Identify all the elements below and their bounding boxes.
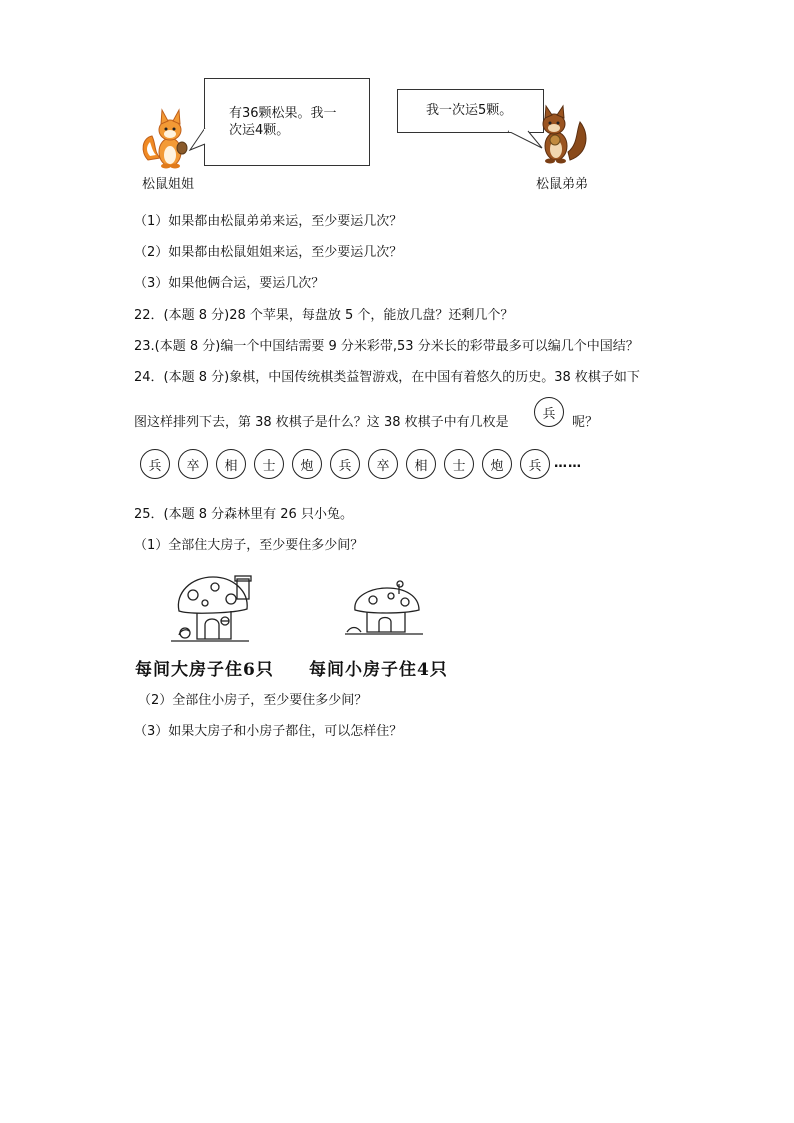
big-mushroom-house-icon xyxy=(165,573,257,647)
chess-piece: 炮 xyxy=(482,449,512,479)
question-24-line-1: 24．(本题 8 分)象棋，中国传统棋类益智游戏，在中国有着悠久的历史。38 枚棋子如下 xyxy=(134,370,640,385)
chess-piece: 炮 xyxy=(292,449,322,479)
small-house-caption: 每间小房子住4只 xyxy=(309,660,448,680)
brother-label: 松鼠弟弟 xyxy=(536,177,589,192)
sister-speech-line-1: 有36颗松果。我一 xyxy=(229,106,337,121)
question-24-line-2-before: 图这样排列下去，第 38 枚棋子是什么？这 38 枚棋子中有几枚是 xyxy=(134,415,509,430)
sister-label: 松鼠姐姐 xyxy=(142,177,195,192)
question-23: 23.(本题 8 分)编一个中国结需要 9 分米彩带,53 分米长的彩带最多可以编几个中国结？ xyxy=(134,339,639,354)
squirrel-brother-illustration xyxy=(534,104,590,168)
sister-speech-line-2: 次运4颗。 xyxy=(229,123,290,138)
small-mushroom-house-icon xyxy=(343,580,427,640)
chess-piece: 相 xyxy=(406,449,436,479)
q21-part-3: （3）如果他俩合运，要运几次？ xyxy=(134,276,325,291)
chess-piece: 兵 xyxy=(330,449,360,479)
question-22: 22．(本题 8 分)28 个苹果，每盘放 5 个，能放几盘？还剩几个？ xyxy=(134,308,514,323)
q25-part-2: （2）全部住小房子，至少要住多少间？ xyxy=(138,693,368,708)
squirrel-sister-illustration xyxy=(140,108,196,172)
question-25-title: 25．(本题 8 分森林里有 26 只小兔。 xyxy=(134,507,353,522)
q21-part-2: （2）如果都由松鼠姐姐来运，至少要运几次？ xyxy=(134,245,403,260)
question-24-line-2-after: 呢？ xyxy=(572,415,599,430)
chess-piece: 兵 xyxy=(520,449,550,479)
q25-part-3: （3）如果大房子和小房子都住，可以怎样住？ xyxy=(134,724,403,739)
q21-part-1: （1）如果都由松鼠弟弟来运，至少要运几次？ xyxy=(134,214,403,229)
chess-piece: 相 xyxy=(216,449,246,479)
sister-bubble-tail xyxy=(190,128,206,158)
chess-piece: 卒 xyxy=(178,449,208,479)
chess-ellipsis: …… xyxy=(554,456,582,471)
chess-piece: 卒 xyxy=(368,449,398,479)
big-house-caption: 每间大房子住6只 xyxy=(135,660,274,680)
chess-piece-inline-bing: 兵 xyxy=(534,397,564,427)
chess-piece: 士 xyxy=(254,449,284,479)
chess-piece: 士 xyxy=(444,449,474,479)
q25-part-1: （1）全部住大房子，至少要住多少间？ xyxy=(134,538,364,553)
brother-speech-text: 我一次运5颗。 xyxy=(426,103,513,118)
chess-piece: 兵 xyxy=(140,449,170,479)
